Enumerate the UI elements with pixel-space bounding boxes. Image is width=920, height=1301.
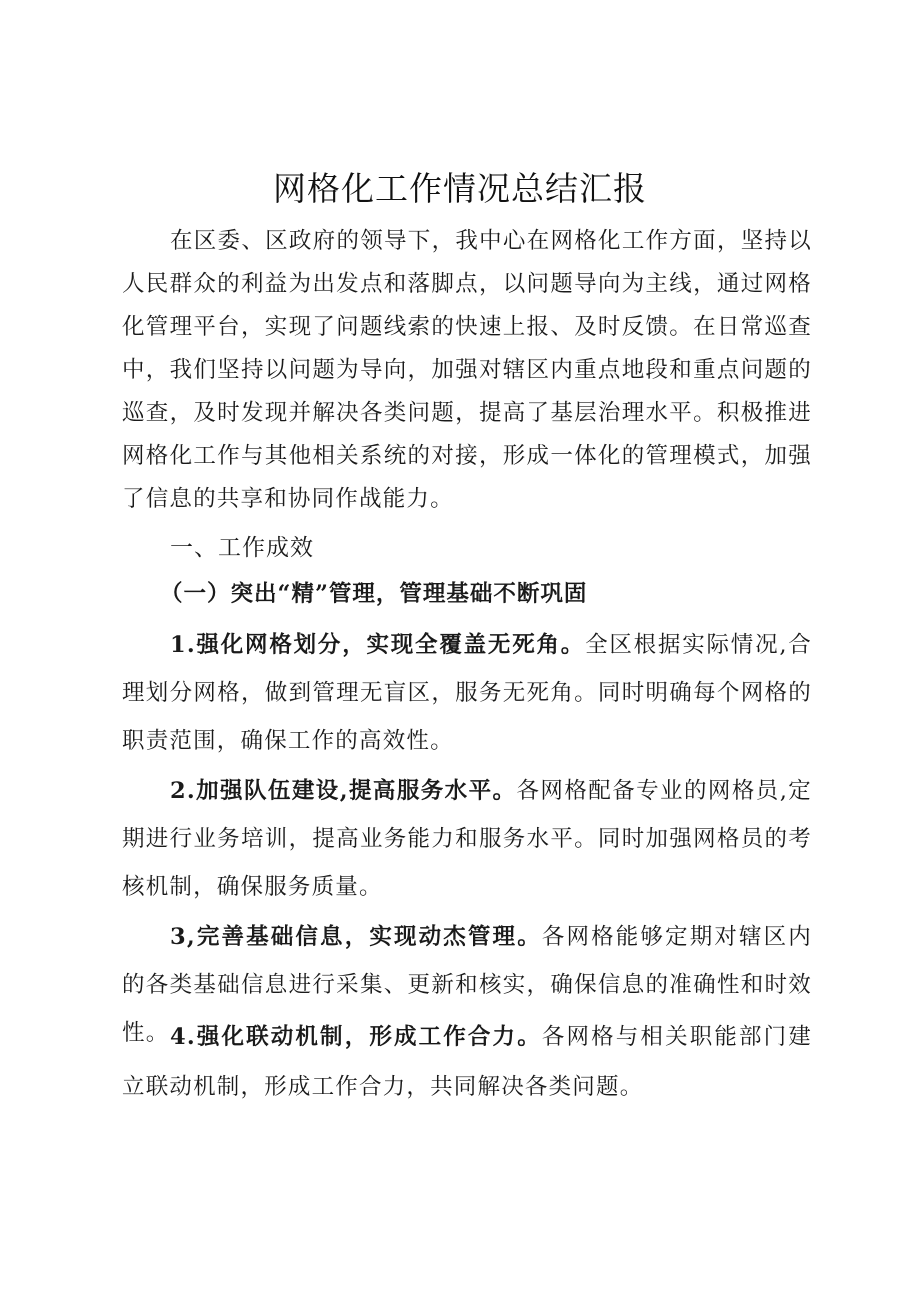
item-text: 全区根据实际情况,合理划分网格，做到管理无盲区，服务无死角。同时明确每个网格的职责范围，确保工作的高效性。: [122, 632, 812, 754]
list-item: [122, 767, 812, 911]
document-title: 网格化工作情况总结汇报: [273, 169, 647, 208]
intro-paragraph: 在区委、区政府的领导下，我中心在网格化工作方面，坚持以人民群众的利益为出发点和落脚点，以问题导向为主线，通过网格化管理平台，实现了问题线索的快速上报、及时反馈。在日常巡查中，我们坚持以问题为导向，加强对辖区内重点地段和重点问题的巡查，及时发现并解决各类问题，提高了基层治理水平。积极推进网格化工作与其他相关系统的对接，形成一体化的管理模式，加强了信息的共享和协同作战能力。: [122, 228, 812, 512]
list-item: [122, 621, 812, 765]
item-lead: 2.加强队伍建设,提高服务水平。: [170, 778, 517, 804]
list-item: [122, 1012, 812, 1112]
item-text: 各网格与相关职能部门建立联动机制，形成工作合力，共同解决各类问题。: [122, 1024, 812, 1100]
subsection-heading-precise-management: （一）突出“精”管理，管理基础不断巩固: [160, 581, 588, 607]
item-text: 各网格配备专业的网格员,定期进行业务培训，提高业务能力和服务水平。同时加强网格员的考核机制，确保服务质量。: [122, 778, 812, 900]
item-text: 各网格能够定期对辖区内的各类基础信息进行采集、更新和核实，确保信息的准确性和时效性。: [122, 924, 812, 1046]
item-lead: 1.强化网格划分，实现全覆盖无死角。: [170, 632, 586, 658]
item-lead: 3,完善基础信息，实现动杰管理。: [170, 924, 542, 950]
section-heading-work-results: 一、工作成效: [170, 535, 314, 561]
item-lead: 4.强化联动机制，形成工作合力。: [170, 1024, 542, 1050]
